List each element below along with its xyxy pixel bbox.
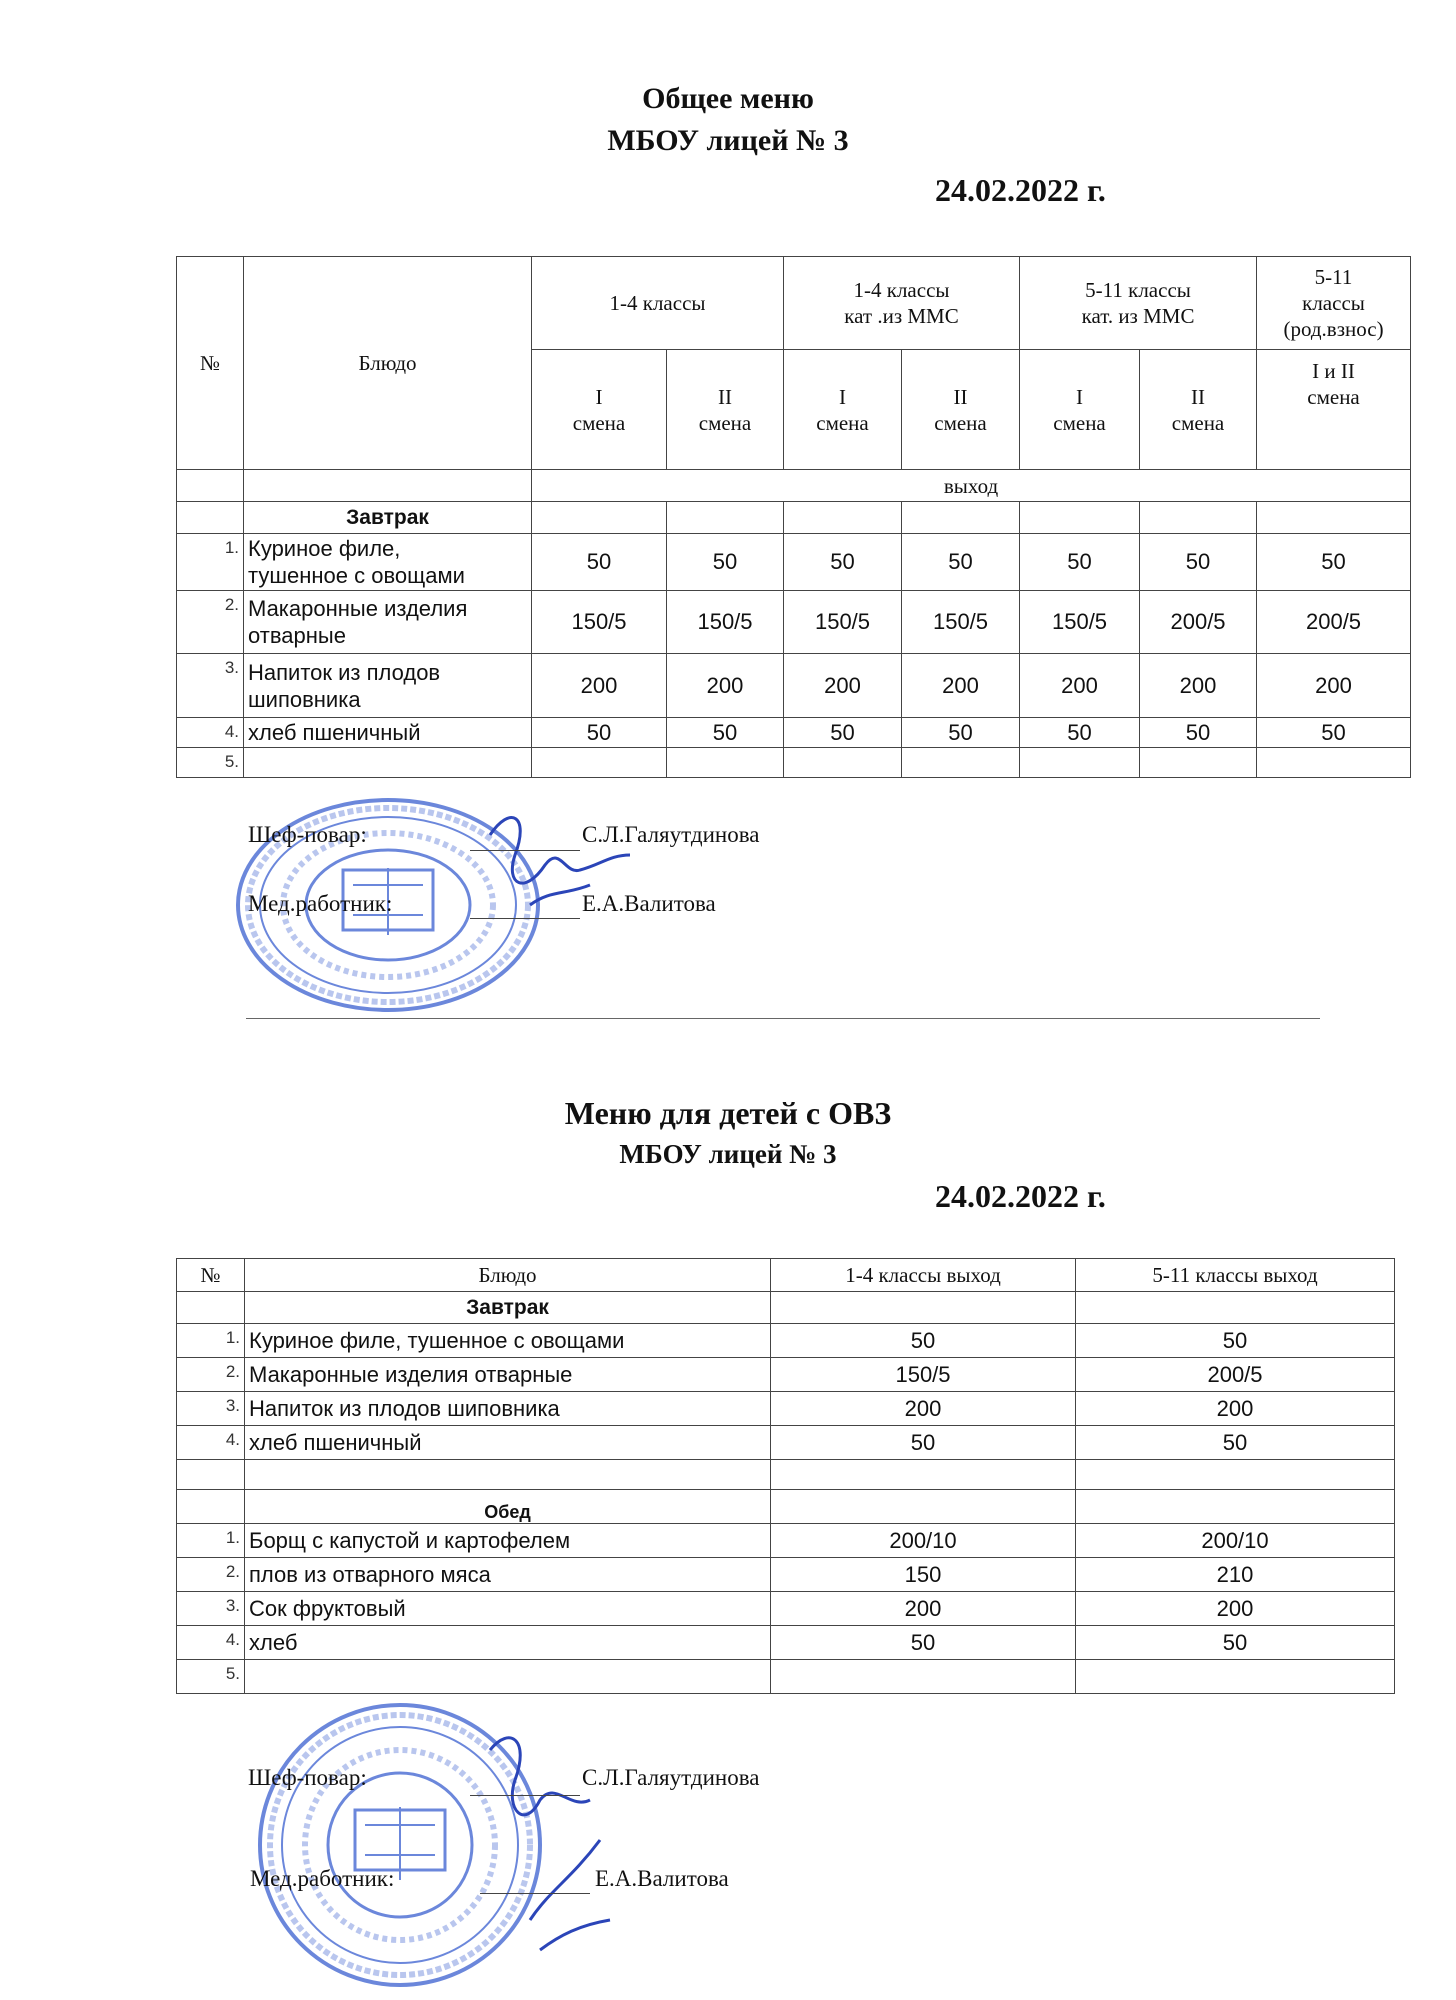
row-num: 5. — [177, 748, 244, 778]
signature-1 — [470, 795, 640, 945]
row-num: 1. — [177, 534, 244, 591]
med-name: Е.А.Валитова — [595, 1866, 729, 1891]
value-cell: 200/5 — [1257, 591, 1411, 654]
value-cell: 50 — [1020, 718, 1140, 748]
value-cell: 150/5 — [1020, 591, 1140, 654]
col-group3-header: 5-11 классы кат. из ММС — [1020, 257, 1257, 350]
menu2-title: Меню для детей с ОВЗ — [564, 1095, 892, 1131]
table-row — [177, 534, 1411, 591]
col-dish-header: Блюдо — [244, 257, 532, 470]
dish-name: хлеб — [245, 1626, 771, 1660]
table-row — [177, 1358, 1395, 1392]
dish-name: Макаронные изделия отварные — [244, 591, 532, 654]
value-cell: 50 — [784, 534, 902, 591]
value-cell: 200 — [1140, 654, 1257, 718]
signature-2 — [460, 1720, 640, 1970]
value-cell: 50 — [667, 534, 784, 591]
shift-header: I смена — [532, 350, 667, 470]
row-num: 4. — [177, 1426, 245, 1460]
row-num: 2. — [177, 591, 244, 654]
row-num: 3. — [177, 1392, 245, 1426]
col-group1-header: 1-4 классы — [532, 257, 784, 350]
col-num-header: № — [177, 1259, 245, 1292]
med-label: Мед.работник: — [250, 1866, 395, 1891]
med-signature-line — [480, 1893, 590, 1894]
col-num-header: № — [177, 257, 244, 470]
row-num: 3. — [177, 654, 244, 718]
value-cell: 50 — [771, 1426, 1076, 1460]
med-name: Е.А.Валитова — [582, 891, 716, 916]
chef-name: С.Л.Галяутдинова — [582, 1765, 760, 1790]
value-cell: 210 — [1076, 1558, 1395, 1592]
value-cell: 150/5 — [771, 1358, 1076, 1392]
table-row — [177, 1392, 1395, 1426]
value-cell: 200 — [771, 1392, 1076, 1426]
value-cell: 150/5 — [532, 591, 667, 654]
value-cell: 200 — [532, 654, 667, 718]
value-cell: 50 — [1076, 1626, 1395, 1660]
table-row — [177, 1626, 1395, 1660]
chef-label: Шеф-повар: — [248, 1765, 367, 1790]
chef-signature-line — [470, 850, 580, 851]
value-cell: 50 — [784, 718, 902, 748]
value-cell: 50 — [771, 1324, 1076, 1358]
table-row — [177, 748, 1411, 778]
row-num: 1. — [177, 1324, 245, 1358]
value-cell: 50 — [1257, 534, 1411, 591]
value-cell: 200 — [1076, 1592, 1395, 1626]
chef-label: Шеф-повар: — [248, 822, 367, 847]
menu2-date: 24.02.2022 г. — [935, 1178, 1106, 1214]
dish-name: хлеб пшеничный — [245, 1426, 771, 1460]
table-row — [177, 1660, 1395, 1694]
value-cell: 50 — [532, 534, 667, 591]
value-cell: 200/10 — [1076, 1524, 1395, 1558]
value-cell: 200 — [1076, 1392, 1395, 1426]
value-cell: 50 — [1140, 534, 1257, 591]
value-cell: 200 — [771, 1592, 1076, 1626]
value-cell: 200 — [1257, 654, 1411, 718]
value-cell: 200 — [902, 654, 1020, 718]
dish-name: Сок фруктовый — [245, 1592, 771, 1626]
value-cell: 200/5 — [1140, 591, 1257, 654]
dish-name: плов из отварного мяса — [245, 1558, 771, 1592]
value-cell: 50 — [667, 718, 784, 748]
shift-header: I смена — [784, 350, 902, 470]
menu1-title: Общее меню — [642, 82, 814, 115]
value-cell: 50 — [902, 534, 1020, 591]
row-num: 1. — [177, 1524, 245, 1558]
section-breakfast: Завтрак — [244, 502, 532, 534]
value-cell: 50 — [902, 718, 1020, 748]
med-label: Мед.работник: — [248, 891, 393, 916]
value-cell: 50 — [532, 718, 667, 748]
value-cell: 150/5 — [902, 591, 1020, 654]
value-cell: 50 — [1076, 1426, 1395, 1460]
menu2-table — [176, 1258, 1395, 1694]
row-num: 4. — [177, 1626, 245, 1660]
menu1-date: 24.02.2022 г. — [935, 172, 1106, 208]
shift-header: II смена — [902, 350, 1020, 470]
table-row — [177, 1558, 1395, 1592]
value-cell: 50 — [771, 1626, 1076, 1660]
value-cell: 50 — [1257, 718, 1411, 748]
chef-signature-line — [470, 1795, 580, 1796]
section-lunch: Обед — [245, 1490, 771, 1524]
value-cell: 50 — [1140, 718, 1257, 748]
dish-name: Куриное филе, тушенное с овощами — [245, 1324, 771, 1358]
value-cell: 150/5 — [667, 591, 784, 654]
shift-header: I и II смена — [1257, 350, 1411, 470]
col-group2-header: 5-11 классы выход — [1076, 1259, 1395, 1292]
col-group2-header: 1-4 классы кат .из ММС — [784, 257, 1020, 350]
chef-name: С.Л.Галяутдинова — [582, 822, 760, 847]
output-header: выход — [532, 470, 1411, 502]
menu2-school: МБОУ лицей № 3 — [619, 1139, 837, 1169]
value-cell: 50 — [1020, 534, 1140, 591]
dish-name: хлеб пшеничный — [244, 718, 532, 748]
dish-name: Куриное филе, тушенное с овощами — [244, 534, 532, 591]
row-num: 2. — [177, 1558, 245, 1592]
table-row — [177, 1426, 1395, 1460]
shift-header: II смена — [667, 350, 784, 470]
dish-name: Макаронные изделия отварные — [245, 1358, 771, 1392]
med-signature-line — [470, 918, 580, 919]
value-cell: 150/5 — [784, 591, 902, 654]
col-group1-header: 1-4 классы выход — [771, 1259, 1076, 1292]
table-row — [177, 1592, 1395, 1626]
menu1-school: МБОУ лицей № 3 — [607, 124, 849, 157]
table-row — [177, 1324, 1395, 1358]
row-num: 5. — [177, 1660, 245, 1694]
section-breakfast: Завтрак — [245, 1292, 771, 1324]
col-dish-header: Блюдо — [245, 1259, 771, 1292]
value-cell: 200/10 — [771, 1524, 1076, 1558]
table-row — [177, 1524, 1395, 1558]
separator-line — [246, 1018, 1320, 1019]
value-cell: 200 — [1020, 654, 1140, 718]
row-num: 3. — [177, 1592, 245, 1626]
col-group4-header: 5-11 классы (род.взнос) — [1257, 257, 1411, 350]
value-cell: 200 — [784, 654, 902, 718]
value-cell: 200 — [667, 654, 784, 718]
dish-name: Борщ с капустой и картофелем — [245, 1524, 771, 1558]
row-num: 2. — [177, 1358, 245, 1392]
row-num: 4. — [177, 718, 244, 748]
value-cell: 50 — [1076, 1324, 1395, 1358]
dish-name: Напиток из плодов шиповника — [245, 1392, 771, 1426]
table-row — [177, 591, 1411, 654]
menu1-table — [176, 256, 1411, 778]
dish-name: Напиток из плодов шиповника — [244, 654, 532, 718]
table-row — [177, 654, 1411, 718]
table-row — [177, 718, 1411, 748]
shift-header: II смена — [1140, 350, 1257, 470]
shift-header: I смена — [1020, 350, 1140, 470]
value-cell: 200/5 — [1076, 1358, 1395, 1392]
value-cell: 150 — [771, 1558, 1076, 1592]
